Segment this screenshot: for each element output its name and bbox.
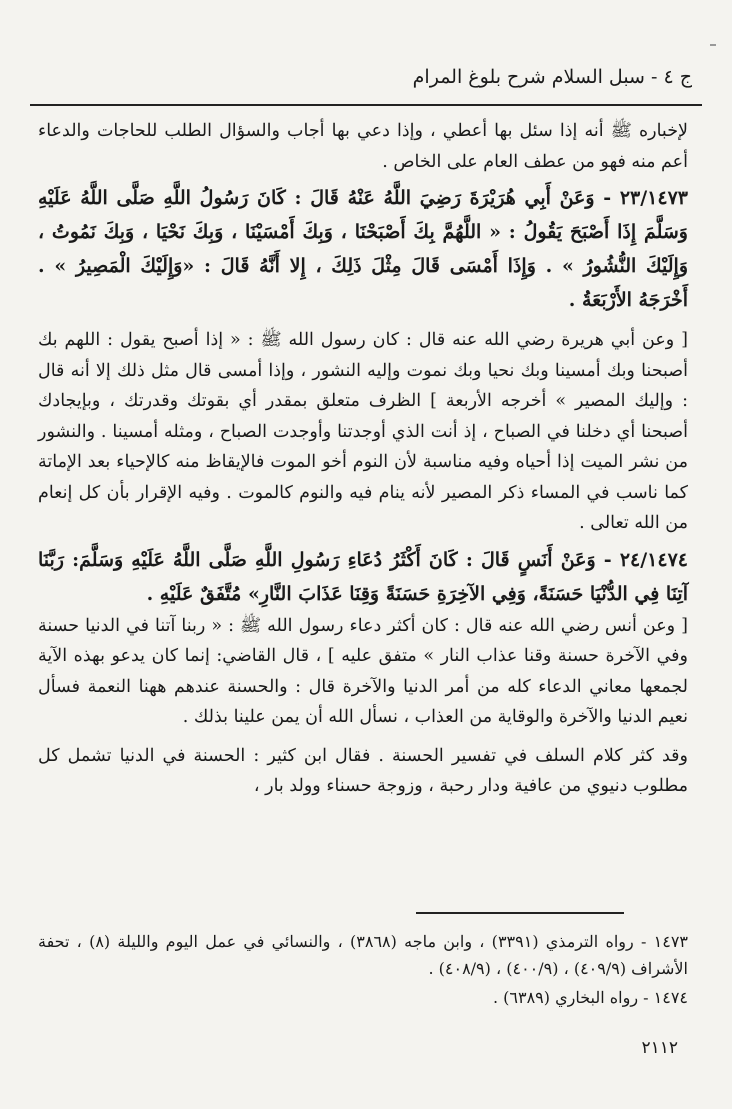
page-header bbox=[30, 62, 702, 102]
hadith-1473: ٢٣/١٤٧٣ - وَعَنْ أَبِي هُرَيْرَةَ رَضِيَ اللَّهُ عَنْهُ قَالَ : كَانَ رَسُولُ اللَّهِ صَلَّى اللَّهُ عَلَيْهِ وَسَلَّمَ إِذَا أَصْبَحَ يَقُولُ : « اللَّهُمَّ بِكَ أَصْبَحْنَا ، وَبِكَ أَمْسَيْنَا ، وَبِكَ نَحْيَا ، وَبِكَ نَمُوتُ ، وَإِلَيْكَ النُّشُورُ » . وَإِذَا أَمْسَى قَالَ مِثْلَ ذَلِكَ ، إِلا أَنَّهُ قَالَ : «وَإِلَيْكَ الْمَصِيرُ » . أَخْرَجَهُ الأَرْبَعَةُ . bbox=[38, 187, 688, 311]
main-text bbox=[38, 116, 688, 802]
hadith-1474: ٢٤/١٤٧٤ - وَعَنْ أَنَسٍ قَالَ : كَانَ أَكْثَرُ دُعَاءِ رَسُولِ اللَّهِ صَلَّى اللَّهُ عَلَيْهِ وَسَلَّمَ: رَبَّنَا آتِنَا فِي الدُّنْيَا حَسَنَةً، وَفِي الآخِرَةِ حَسَنَةً وَقِنَا عَذَابَ النَّارِ» مُتَّفَقٌ عَلَيْهِ . bbox=[38, 548, 688, 605]
footnote-1473: ١٤٧٣ - رواه الترمذي (٣٣٩١) ، وابن ماجه (٣٨٦٨) ، والنسائي في عمل اليوم والليلة (٨) ، تحفة الأشراف (٤٠٩/٩) ، (٤٠٠/٩) ، (٤٠٨/٩) . bbox=[38, 932, 689, 978]
closing-paragraph: وقد كثر كلام السلف في تفسير الحسنة . فقال ابن كثير : الحسنة في الدنيا تشمل كل مطلوب دنيوي من عافية ودار رحبة ، وزوجة حسناء وولد بار ، bbox=[38, 745, 688, 796]
footnote-rule bbox=[416, 912, 624, 914]
footnotes bbox=[38, 928, 688, 1013]
corner-mark bbox=[710, 44, 716, 46]
commentary-1474: [ وعن أنس رضي الله عنه قال : كان أكثر دعاء رسول الله ﷺ : « ربنا آتنا في الدنيا حسنة وفي الآخرة حسنة وقنا عذاب النار » متفق عليه ] ، قال القاضي: إنما كان يدعو بهذه الآية لجمعها معاني الدعاء كله من أمر الدنيا والآخرة قال : والحسنة عندهم ههنا النعمة فسأل نعيم الدنيا والآخرة والوقاية من العذاب ، نسأل الله أن يمن علينا بذلك . bbox=[38, 615, 688, 727]
intro-paragraph: لإخباره ﷺ أنه إذا سئل بها أعطي ، وإذا دعي بها أجاب والسؤال الطلب للحاجات والدعاء أعم منه فهو من عطف العام على الخاص . bbox=[38, 121, 688, 172]
header-rule bbox=[30, 104, 702, 106]
footnote-1474: ١٤٧٤ - رواه البخاري (٦٣٨٩) . bbox=[492, 988, 688, 1007]
page-number: ٢١١٢ bbox=[641, 1038, 678, 1058]
header-title: ج ٤ - سبل السلام شرح بلوغ المرام bbox=[412, 66, 692, 88]
commentary-1473: [ وعن أبي هريرة رضي الله عنه قال : كان رسول الله ﷺ : « إذا أصبح يقول : اللهم بك أصبحنا وبك أمسينا وبك نحيا وبك نموت وإليه النشور ، وإذا أمسى قال مثل ذلك إلا أنه قال : وإليك المصير » أخرجه الأربعة ] الظرف متعلق بمقدر أي بقوتك وقدرتك ، وبإيجادك أصبحنا أي دخلنا في الصباح ، إذ أنت الذي أوجدتنا وأوجدت الصباح ، ومثله أمسينا . والنشور من نشر الميت إذا أحياه وفيه مناسبة لأن النوم أخو الموت فالإيقاظ منه كالإحياء بعد الإماتة كما ناسب في المساء ذكر المصير لأنه ينام فيه والنوم كالموت . وفيه الإقرار بأن كل إنعام من الله تعالى . bbox=[38, 330, 688, 533]
